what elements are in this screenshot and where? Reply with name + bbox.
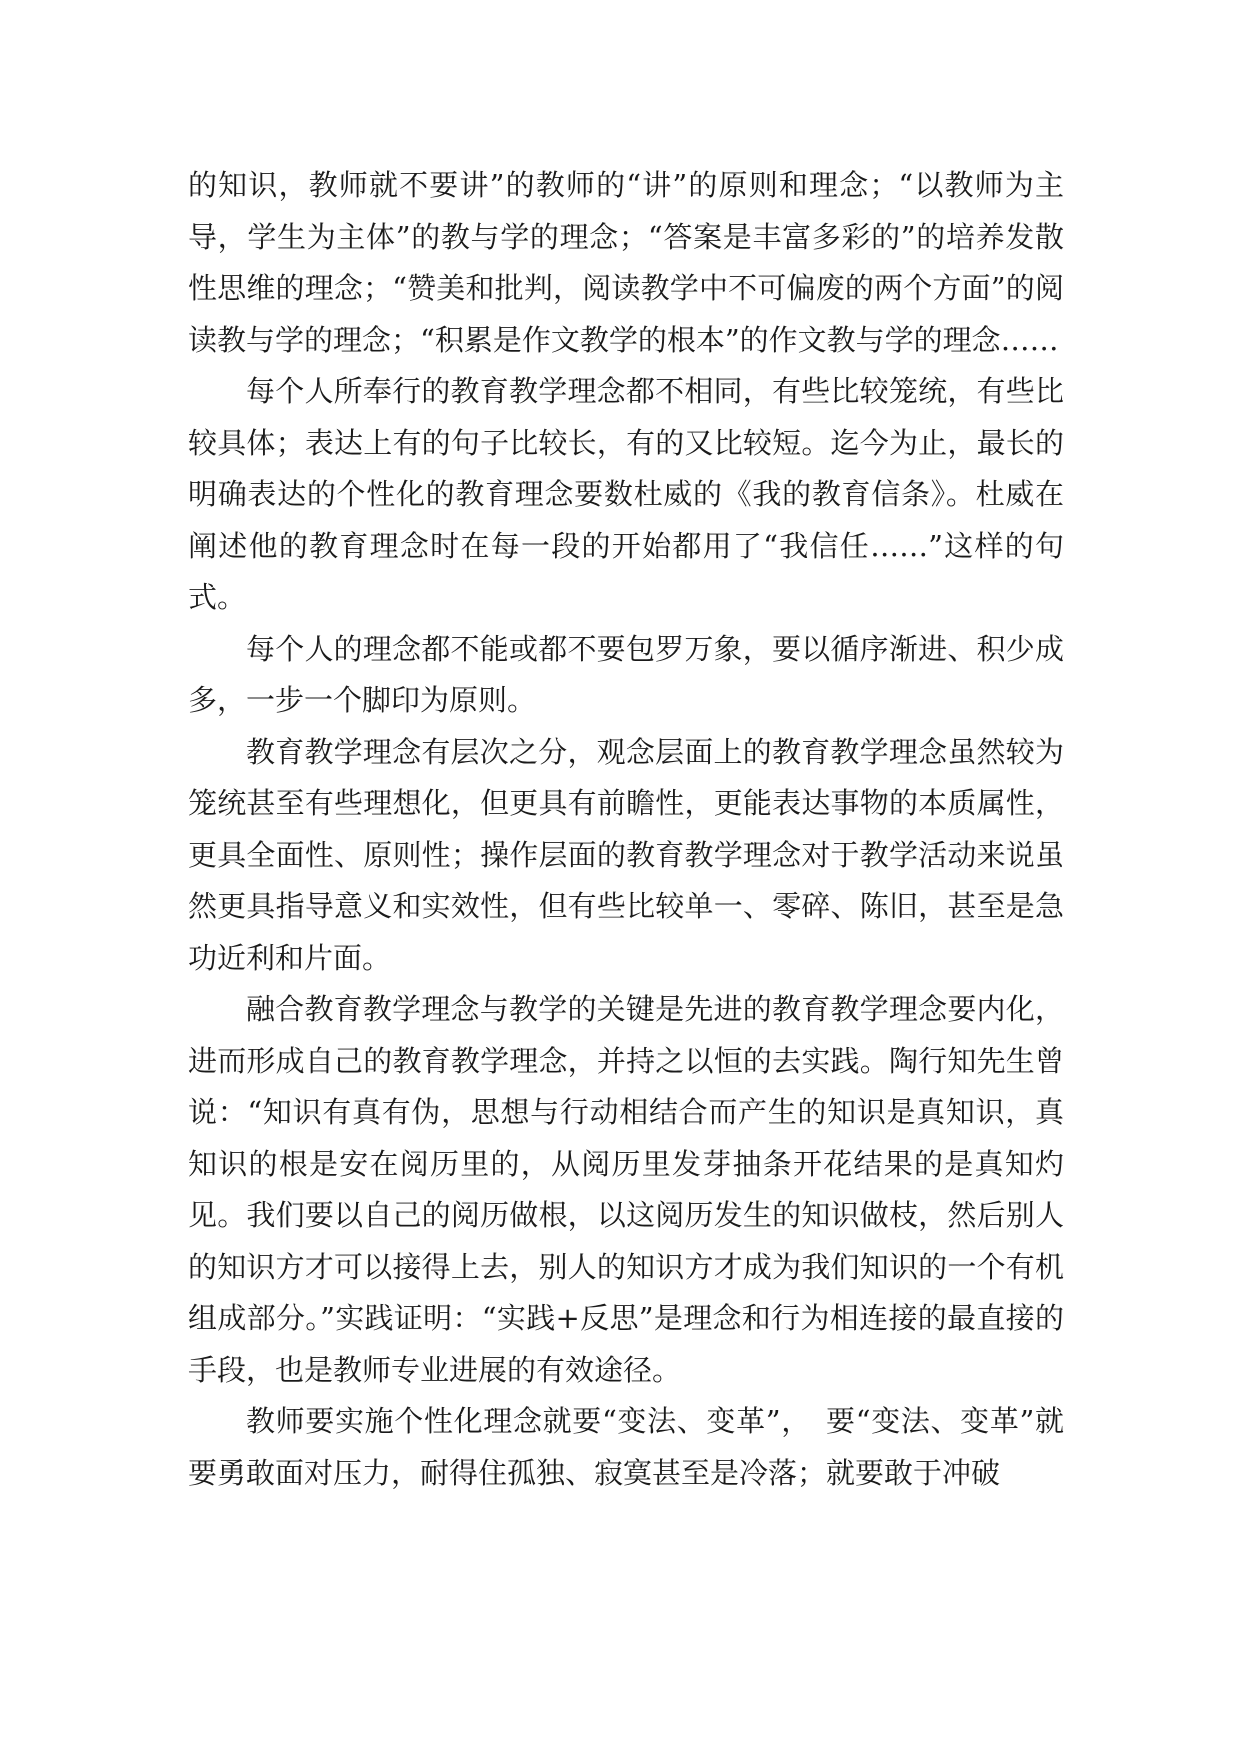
- paragraph-5: 融合教育教学理念与教学的关键是先进的教育教学理念要内化，进而形成自己的教育教学理念，并持之以恒的去实践。陶行知先生曾说：“知识有真有伪，思想与行动相结合而产生的知识是真知识，真知识的根是安在阅历里的，从阅历里发芽抽条开花结果的是真知灼见。我们要以自己的阅历做根，以这阅历发生的知识做枝，然后别人的知识方才可以接得上去，别人的知识方才成为我们知识的一个有机组成部分。”实践证明：“实践+反思”是理念和行为相连接的最直接的手段，也是教师专业进展的有效途径。: [188, 992, 1064, 1387]
- paragraph-4: 教育教学理念有层次之分，观念层面上的教育教学理念虽然较为笼统甚至有些理想化，但更具有前瞻性，更能表达事物的本质属性，更具全面性、原则性；操作层面的教育教学理念对于教学活动来说虽然更具指导意义和实效性，但有些比较单一、零碎、陈旧，甚至是急功近利和片面。: [188, 734, 1064, 975]
- paragraph-2: 每个人所奉行的教育教学理念都不相同，有些比较笼统，有些比较具体；表达上有的句子比较长，有的又比较短。迄今为止，最长的明确表达的个性化的教育理念要数杜威的《我的教育信条》。杜威在阐述他的教育理念时在每一段的开始都用了“我信任……”这样的句式。: [188, 374, 1064, 614]
- paragraph-6: 教师要实施个性化理念就要“变法、变革”， 要“变法、变革”就要勇敢面对压力，耐得住孤独、寂寞甚至是冷落；就要敢于冲破: [188, 1404, 1064, 1490]
- body-text: [188, 160, 1064, 1499]
- paragraph-3: 每个人的理念都不能或都不要包罗万象，要以循序渐进、积少成多，一步一个脚印为原则。: [188, 631, 1064, 717]
- paragraph-1: 的知识，教师就不要讲”的教师的“讲”的原则和理念；“以教师为主导，学生为主体”的教与学的理念；“答案是丰富多彩的”的培养发散性思维的理念；“赞美和批判，阅读教学中不可偏废的两个方面”的阅读教与学的理念；“积累是作文教学的根本”的作文教与学的理念……: [188, 168, 1064, 357]
